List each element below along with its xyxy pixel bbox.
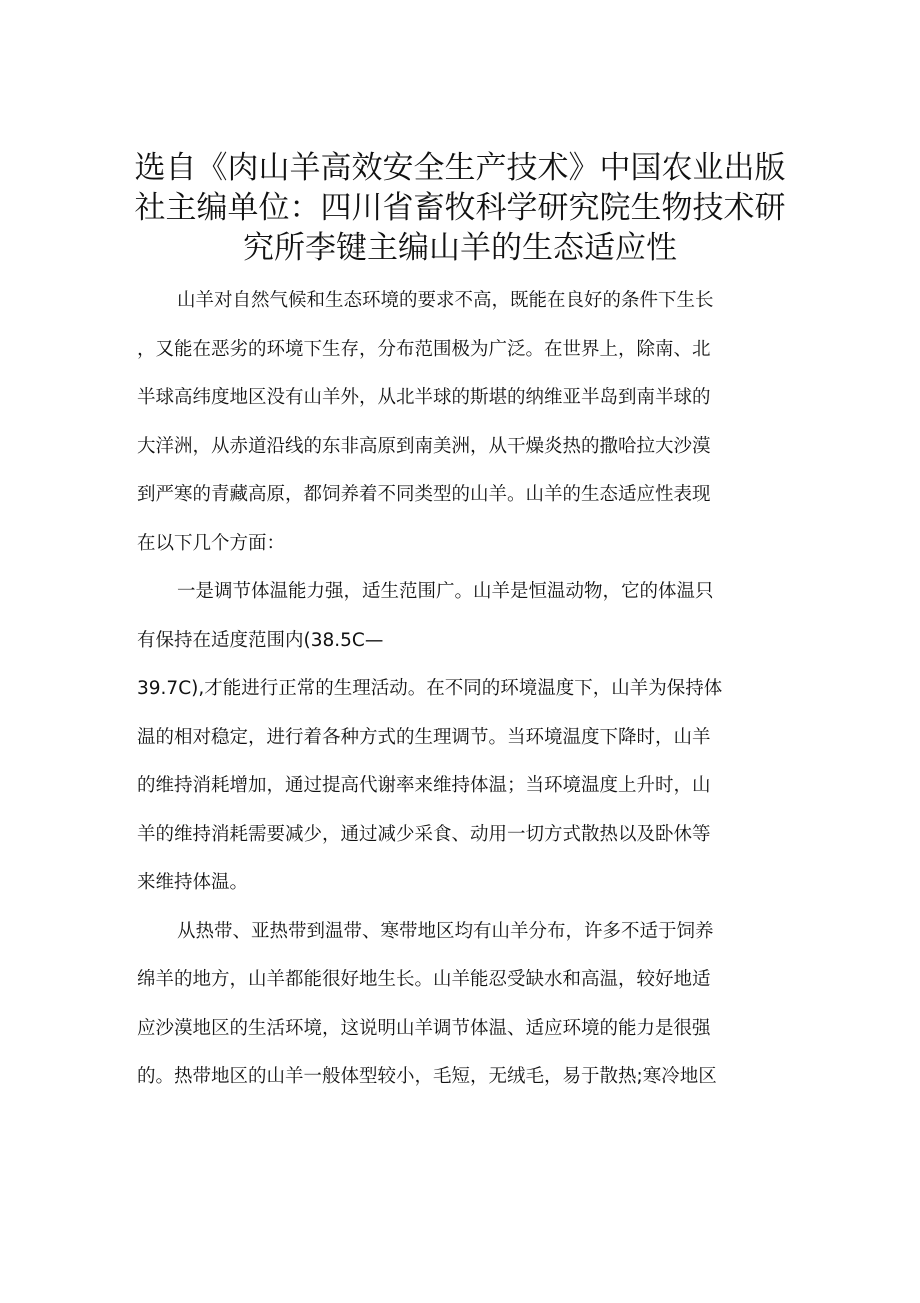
title-line: 社主编单位：四川省畜牧科学研究院生物技术研 <box>134 190 786 226</box>
paragraph-line: 温的相对稳定，进行着各种方式的生理调节。当环境温度下降时，山羊 <box>137 726 711 748</box>
paragraph-line: 应沙漠地区的生活环境，这说明山羊调节体温、适应环境的能力是很强 <box>137 1017 711 1039</box>
paragraph-line: 山羊对自然气候和生态环境的要求不高，既能在良好的条件下生长 <box>177 290 714 311</box>
paragraph-line: 从热带、亚热带到温带、寒带地区均有山羊分布，许多不适于饲养 <box>177 920 714 942</box>
paragraph-line: 39.7C),才能进行正常的生理活动。在不同的环境温度下，山羊为保持体 <box>137 678 723 699</box>
paragraph-line: 半球高纬度地区没有山羊外，从北半球的斯堪的纳维亚半岛到南半球的 <box>137 387 711 408</box>
paragraph-line: 大洋洲，从赤道沿线的东非高原到南美洲，从干燥炎热的撒哈拉大沙漠 <box>137 435 711 457</box>
paragraph-line: 的。热带地区的山羊一般体型较小，毛短，无绒毛，易于散热;寒冷地区 <box>137 1066 717 1087</box>
paragraph-line: 在以下几个方面： <box>137 532 286 554</box>
paragraph-line: 一是调节体温能力强，适生范围广。山羊是恒温动物，它的体温只 <box>177 581 714 602</box>
paragraph-line: 羊的维持消耗需要减少，通过减少采食、动用一切方式散热以及卧休等 <box>137 823 711 845</box>
paragraph-line: 的维持消耗增加，通过提高代谢率来维持体温；当环境温度上升时，山 <box>137 775 711 796</box>
paragraph-line: 有保持在适度范围内(38.5C— <box>137 629 384 651</box>
title-line: 选自《肉山羊高效安全生产技术》中国农业出版 <box>134 150 786 186</box>
paragraph-line: 到严寒的青藏高原，都饲养着不同类型的山羊。山羊的生态适应性表现 <box>137 484 711 505</box>
title-line: 究所李键主编山羊的生态适应性 <box>243 230 677 266</box>
document-title <box>130 148 790 268</box>
paragraph-line: ，又能在恶劣的环境下生存，分布范围极为广泛。在世界上，除南、北 <box>137 338 711 360</box>
document-body <box>137 286 777 1111</box>
paragraph-line: 绵羊的地方，山羊都能很好地生长。山羊能忍受缺水和高温，较好地适 <box>137 969 711 990</box>
paragraph-line: 来维持体温。 <box>137 872 249 893</box>
